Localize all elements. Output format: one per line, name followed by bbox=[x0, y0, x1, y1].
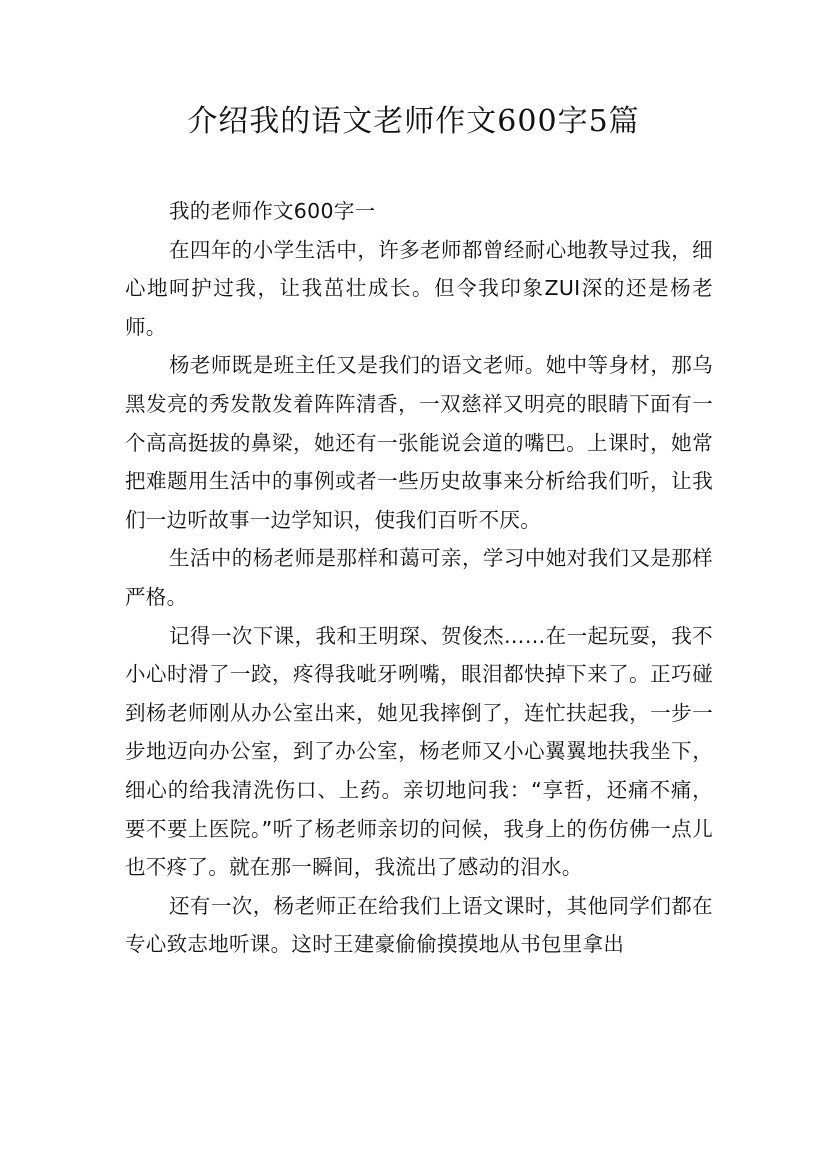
document-title: 介绍我的语文老师作文600字5篇 bbox=[187, 104, 640, 139]
section-heading: 我的老师作文600字一 bbox=[169, 199, 376, 223]
paragraph: 在四年的小学生活中，许多老师都曾经耐心地教导过我，细心地呵护过我，让我茁壮成长。但令我印象ZUI深的还是杨老师。 bbox=[125, 237, 713, 339]
document-body bbox=[125, 192, 713, 964]
paragraph: 生活中的杨老师是那样和蔼可亲，学习中她对我们又是那样严格。 bbox=[125, 546, 713, 609]
paragraph: 还有一次，杨老师正在给我们上语文课时，其他同学们都在专心致志地听课。这时王建豪偷偷摸摸地从书包里拿出 bbox=[125, 893, 713, 957]
paragraph: 杨老师既是班主任又是我们的语文老师。她中等身材，那乌黑发亮的秀发散发着阵阵清香，一双慈祥又明亮的眼睛下面有一个高高挺拔的鼻梁，她还有一张能说会道的嘴巴。上课时，她常把难题用生活中的事例或者一些历史故事来分析给我们听，让我们一边听故事一边学知识，使我们百听不厌。 bbox=[125, 353, 713, 532]
paragraph: 记得一次下课，我和王明琛、贺俊杰……在一起玩耍，我不小心时滑了一跤，疼得我呲牙咧嘴，眼泪都快掉下来了。正巧碰到杨老师刚从办公室出来，她见我摔倒了，连忙扶起我，一步一步地迈向办公室，到了办公室，杨老师又小心翼翼地扶我坐下，细心的给我清洗伤口、上药。亲切地问我：“享哲，还痛不痛，要不要上医院。”听了杨老师亲切的问候，我身上的伤仿佛一点儿也不疼了。就在那一瞬间，我流出了感动的泪水。 bbox=[125, 623, 713, 880]
